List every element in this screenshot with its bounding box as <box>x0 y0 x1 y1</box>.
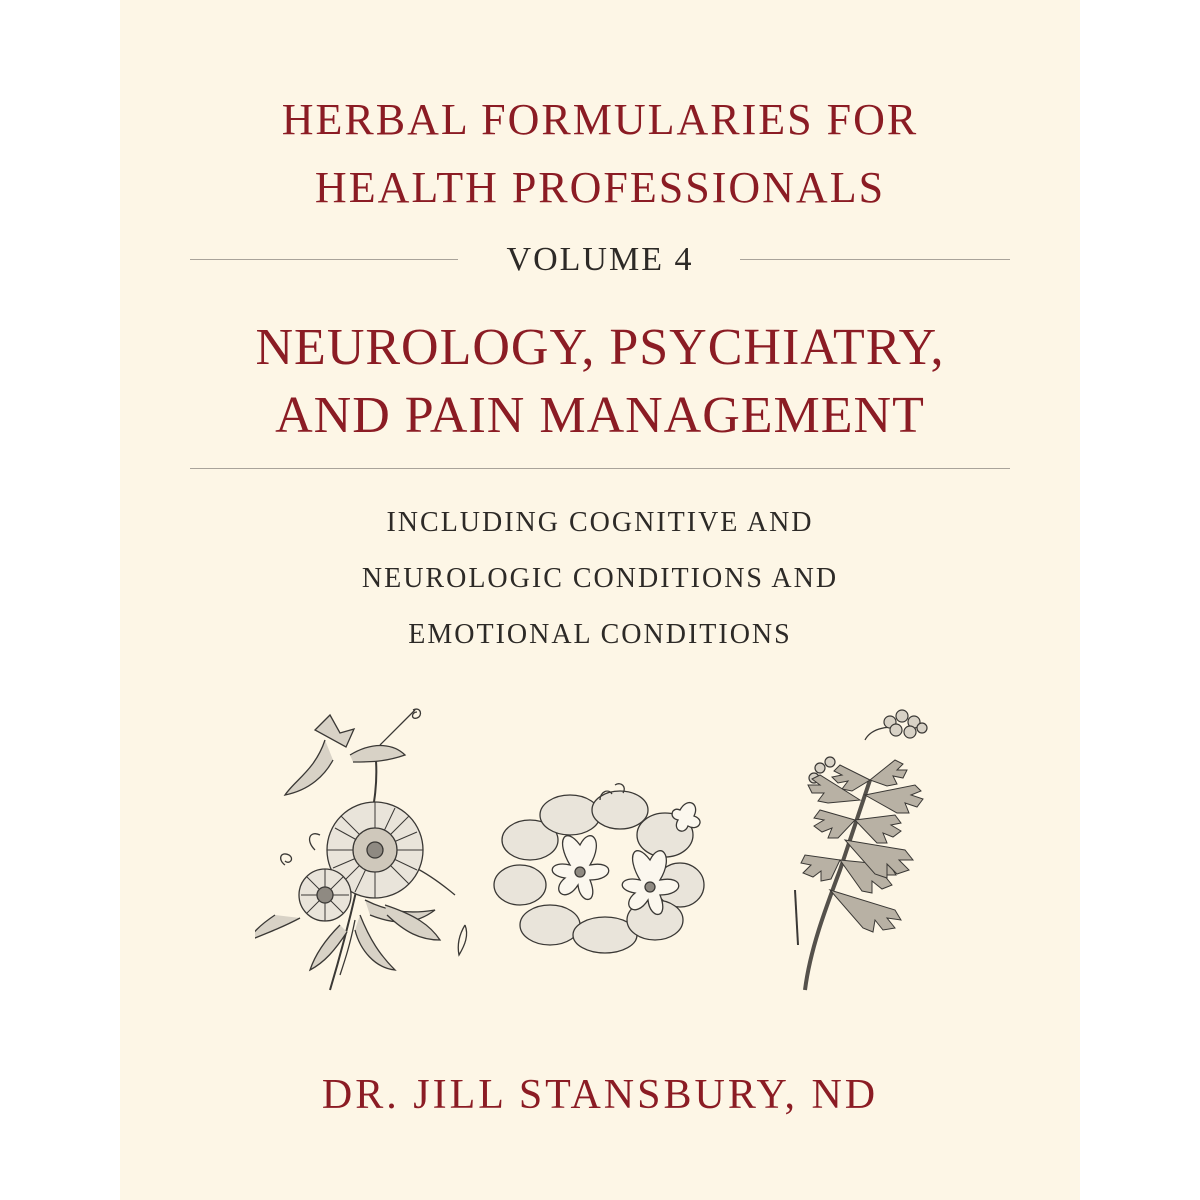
subtitle-line-2: AND PAIN MANAGEMENT <box>275 387 925 444</box>
series-title-line-2: HEALTH PROFESSIONALS <box>314 163 886 212</box>
description-line-3: EMOTIONAL CONDITIONS <box>408 619 792 650</box>
description-line-1: INCLUDING COGNITIVE AND <box>386 507 814 538</box>
volume-rule-right <box>740 259 1010 260</box>
fern-leaf-herb-illustration <box>770 700 960 1000</box>
description-line-2: NEUROLOGIC CONDITIONS AND <box>361 563 839 594</box>
author-name: DR. JILL STANSBURY, ND <box>321 1072 879 1118</box>
gotu-kola-illustration <box>490 780 710 960</box>
series-title-line-1: HERBAL FORMULARIES FOR <box>281 95 919 144</box>
subtitle-divider <box>190 468 1010 469</box>
subtitle-line-1: NEUROLOGY, PSYCHIATRY, <box>255 319 945 376</box>
book-cover <box>120 0 1080 1200</box>
volume-label: VOLUME 4 <box>506 241 694 278</box>
